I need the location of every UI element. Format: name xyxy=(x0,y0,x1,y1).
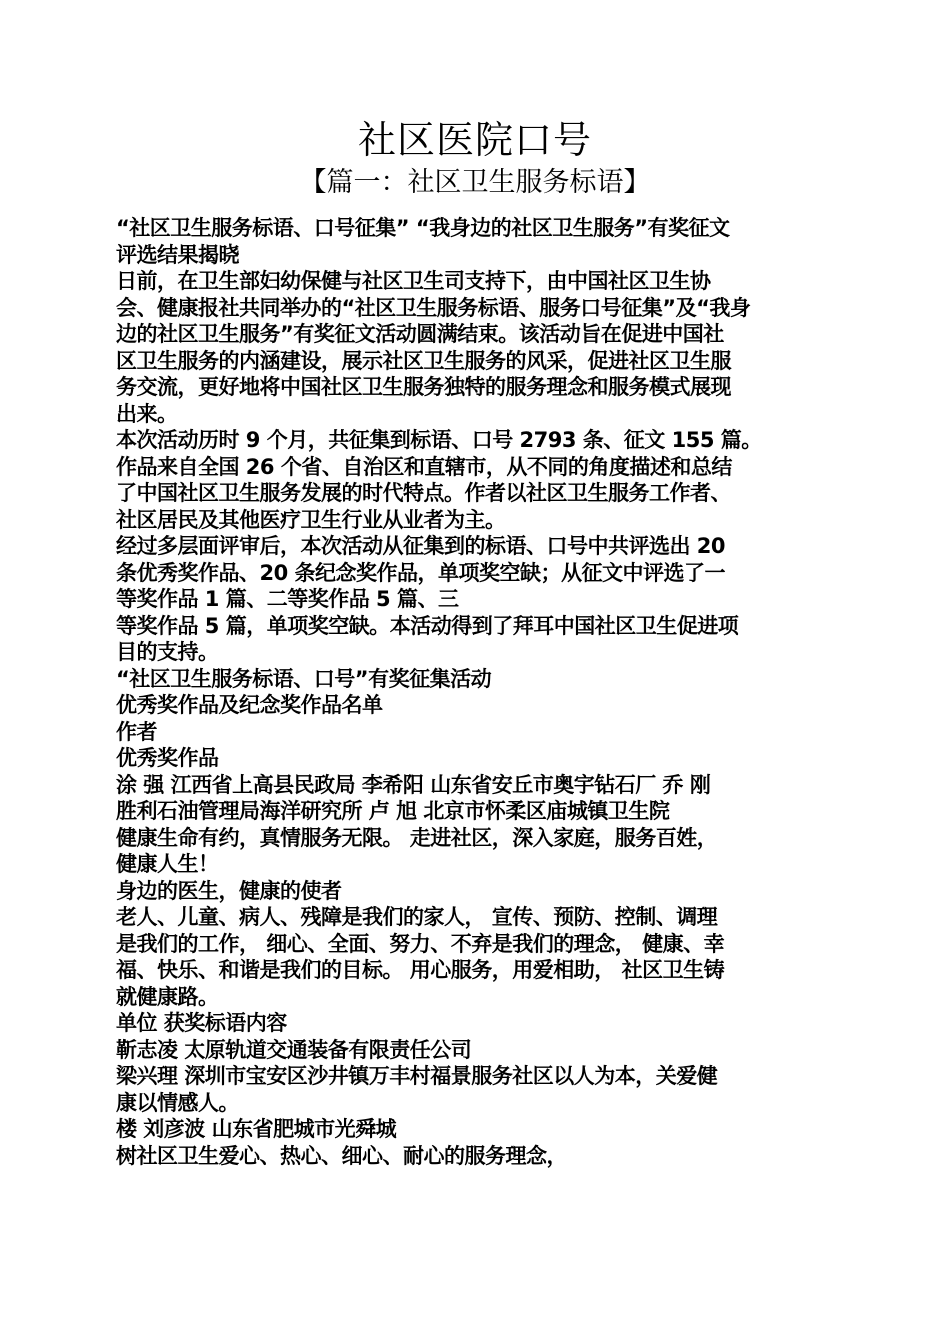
body-text-line: 靳志凌 太原轨道交通装备有限责任公司 xyxy=(116,1037,472,1062)
body-text-line: 等奖作品 1 篇、二等奖作品 5 篇、三 xyxy=(116,587,459,611)
body-text-line: 康以情感人。 xyxy=(116,1090,239,1115)
body-text-line: 边的社区卫生服务”有奖征文活动圆满结束。该活动旨在促进中国社 xyxy=(116,322,724,346)
body-text-line: 健康人生！ xyxy=(116,852,219,876)
body-text-line: “社区卫生服务标语、口号征集” “我身边的社区卫生服务”有奖征文 xyxy=(116,216,730,240)
document-body xyxy=(116,215,832,1169)
body-text-line: 福、快乐、和谐是我们的目标。 用心服务，用爱相助， 社区卫生铸 xyxy=(116,958,725,982)
body-text-line: 涂 强 江西省上高县民政局 李希阳 山东省安丘市奥宇钻石厂 乔 刚 xyxy=(116,772,711,797)
body-text-line: 区卫生服务的内涵建设，展示社区卫生服务的风采，促进社区卫生服 xyxy=(116,348,731,373)
body-text-line: 树社区卫生爱心、热心、细心、耐心的服务理念， xyxy=(116,1143,567,1168)
body-text-line: 会、健康报社共同举办的“社区卫生服务标语、服务口号征集”及“我身 xyxy=(116,295,751,320)
body-text-line: 务交流，更好地将中国社区卫生服务独特的服务理念和服务模式展现 xyxy=(116,375,731,399)
body-text-line: 出来。 xyxy=(116,401,178,426)
body-text-line: 就健康路。 xyxy=(116,984,219,1009)
body-text-line: 单位 获奖标语内容 xyxy=(116,1011,287,1035)
body-text-line: 目的支持。 xyxy=(116,640,219,664)
document-title: 社区医院口号 xyxy=(357,118,592,162)
body-text-line: 日前，在卫生部妇幼保健与社区卫生司支持下，由中国社区卫生协 xyxy=(116,269,711,293)
body-text-line: 健康生命有约，真情服务无限。 走进社区，深入家庭，服务百姓， xyxy=(116,825,718,850)
body-text-line: 身边的医生，健康的使者 xyxy=(116,878,342,903)
body-text-line: 作者 xyxy=(116,719,157,744)
body-text-line: 作品来自全国 26 个省、自治区和直辖市，从不同的角度描述和总结 xyxy=(116,454,732,479)
body-text-line: 经过多层面评审后，本次活动从征集到的标语、口号中共评选出 20 xyxy=(116,534,726,558)
body-text-line: 老人、儿童、病人、残障是我们的家人， 宣传、预防、控制、调理 xyxy=(116,905,718,929)
document-subtitle: 【篇一：社区卫生服务标语】 xyxy=(299,167,651,198)
body-text-line: 楼 刘彦波 山东省肥城市光舜城 xyxy=(116,1117,397,1141)
body-text-line: 评选结果揭晓 xyxy=(116,242,239,267)
body-text-line: 是我们的工作， 细心、全面、努力、不弃是我们的理念， 健康、幸 xyxy=(116,931,725,956)
body-text-line: 条优秀奖作品、20 条纪念奖作品，单项奖空缺；从征文中评选了一 xyxy=(116,560,726,585)
body-text-line: 社区居民及其他医疗卫生行业从业者为主。 xyxy=(116,507,506,532)
body-text-line: 梁兴理 深圳市宝安区沙井镇万丰村福景服务社区以人为本，关爱健 xyxy=(116,1064,718,1088)
body-text-line: 等奖作品 5 篇，单项奖空缺。本活动得到了拜耳中国社区卫生促进项 xyxy=(116,613,739,638)
body-text-line: 胜利石油管理局海洋研究所 卢 旭 北京市怀柔区庙城镇卫生院 xyxy=(116,799,670,823)
body-text-line: 了中国社区卫生服务发展的时代特点。作者以社区卫生服务工作者、 xyxy=(116,481,731,505)
body-text-line: 本次活动历时 9 个月，共征集到标语、口号 2793 条、征文 155 篇。 xyxy=(116,428,762,452)
body-text-line: 优秀奖作品 xyxy=(116,746,219,770)
body-text-line: “社区卫生服务标语、口号”有奖征集活动 xyxy=(116,666,492,691)
body-text-line: 优秀奖作品及纪念奖作品名单 xyxy=(116,693,383,717)
